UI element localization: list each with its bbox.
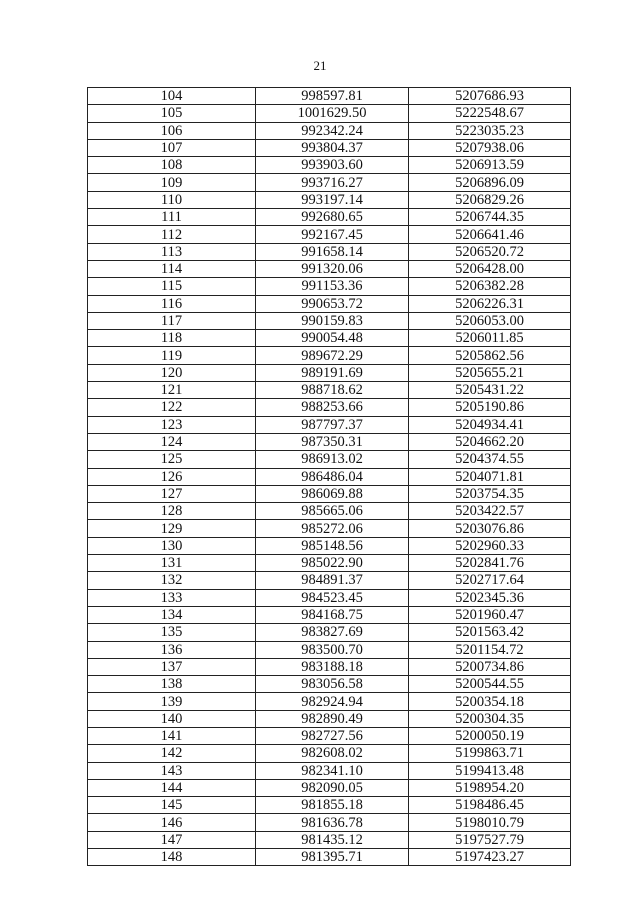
y-coordinate-cell: 5206428.00 [409, 260, 571, 277]
point-number-cell: 128 [88, 503, 256, 520]
x-coordinate-cell: 984168.75 [256, 606, 409, 623]
point-number-cell: 110 [88, 191, 256, 208]
x-coordinate-cell: 982608.02 [256, 745, 409, 762]
x-coordinate-cell: 984523.45 [256, 589, 409, 606]
table-row [88, 641, 571, 658]
y-coordinate-cell: 5200050.19 [409, 727, 571, 744]
x-coordinate-cell: 993197.14 [256, 191, 409, 208]
table-row [88, 209, 571, 226]
x-coordinate-cell: 991153.36 [256, 278, 409, 295]
table-row [88, 520, 571, 537]
point-number-cell: 141 [88, 727, 256, 744]
point-number-cell: 106 [88, 122, 256, 139]
point-number-cell: 132 [88, 572, 256, 589]
x-coordinate-cell: 992680.65 [256, 209, 409, 226]
y-coordinate-cell: 5223035.23 [409, 122, 571, 139]
y-coordinate-cell: 5205655.21 [409, 364, 571, 381]
x-coordinate-cell: 983188.18 [256, 658, 409, 675]
table-row [88, 105, 571, 122]
y-coordinate-cell: 5201154.72 [409, 641, 571, 658]
point-number-cell: 114 [88, 260, 256, 277]
table-row [88, 831, 571, 848]
point-number-cell: 129 [88, 520, 256, 537]
x-coordinate-cell: 990054.48 [256, 330, 409, 347]
point-number-cell: 111 [88, 209, 256, 226]
x-coordinate-cell: 990159.83 [256, 312, 409, 329]
table-row [88, 330, 571, 347]
x-coordinate-cell: 985022.90 [256, 555, 409, 572]
point-number-cell: 135 [88, 624, 256, 641]
y-coordinate-cell: 5202841.76 [409, 555, 571, 572]
x-coordinate-cell: 991320.06 [256, 260, 409, 277]
y-coordinate-cell: 5222548.67 [409, 105, 571, 122]
y-coordinate-cell: 5206744.35 [409, 209, 571, 226]
x-coordinate-cell: 987350.31 [256, 433, 409, 450]
table-row [88, 797, 571, 814]
point-number-cell: 142 [88, 745, 256, 762]
x-coordinate-cell: 984891.37 [256, 572, 409, 589]
point-number-cell: 113 [88, 243, 256, 260]
x-coordinate-cell: 982727.56 [256, 727, 409, 744]
coordinates-table-container [87, 87, 570, 866]
point-number-cell: 117 [88, 312, 256, 329]
point-number-cell: 140 [88, 710, 256, 727]
point-number-cell: 146 [88, 814, 256, 831]
x-coordinate-cell: 982924.94 [256, 693, 409, 710]
x-coordinate-cell: 981855.18 [256, 797, 409, 814]
y-coordinate-cell: 5204374.55 [409, 451, 571, 468]
y-coordinate-cell: 5203754.35 [409, 485, 571, 502]
table-row [88, 226, 571, 243]
point-number-cell: 125 [88, 451, 256, 468]
table-row [88, 745, 571, 762]
table-row [88, 278, 571, 295]
table-row [88, 849, 571, 866]
y-coordinate-cell: 5197423.27 [409, 849, 571, 866]
x-coordinate-cell: 993804.37 [256, 139, 409, 156]
x-coordinate-cell: 986069.88 [256, 485, 409, 502]
y-coordinate-cell: 5197527.79 [409, 831, 571, 848]
y-coordinate-cell: 5200354.18 [409, 693, 571, 710]
x-coordinate-cell: 986913.02 [256, 451, 409, 468]
point-number-cell: 118 [88, 330, 256, 347]
table-row [88, 433, 571, 450]
table-row [88, 676, 571, 693]
table-row [88, 295, 571, 312]
y-coordinate-cell: 5204934.41 [409, 416, 571, 433]
table-row [88, 779, 571, 796]
point-number-cell: 115 [88, 278, 256, 295]
x-coordinate-cell: 989191.69 [256, 364, 409, 381]
y-coordinate-cell: 5200544.55 [409, 676, 571, 693]
coordinates-table-body [88, 88, 571, 866]
y-coordinate-cell: 5202717.64 [409, 572, 571, 589]
x-coordinate-cell: 983827.69 [256, 624, 409, 641]
point-number-cell: 145 [88, 797, 256, 814]
table-row [88, 174, 571, 191]
x-coordinate-cell: 998597.81 [256, 88, 409, 105]
table-row [88, 157, 571, 174]
point-number-cell: 137 [88, 658, 256, 675]
point-number-cell: 144 [88, 779, 256, 796]
x-coordinate-cell: 990653.72 [256, 295, 409, 312]
y-coordinate-cell: 5198486.45 [409, 797, 571, 814]
table-row [88, 727, 571, 744]
table-row [88, 537, 571, 554]
point-number-cell: 147 [88, 831, 256, 848]
table-row [88, 485, 571, 502]
table-row [88, 693, 571, 710]
x-coordinate-cell: 993716.27 [256, 174, 409, 191]
point-number-cell: 108 [88, 157, 256, 174]
point-number-cell: 123 [88, 416, 256, 433]
point-number-cell: 121 [88, 382, 256, 399]
x-coordinate-cell: 981395.71 [256, 849, 409, 866]
point-number-cell: 133 [88, 589, 256, 606]
table-row [88, 399, 571, 416]
y-coordinate-cell: 5206226.31 [409, 295, 571, 312]
table-row [88, 243, 571, 260]
y-coordinate-cell: 5206382.28 [409, 278, 571, 295]
point-number-cell: 120 [88, 364, 256, 381]
point-number-cell: 130 [88, 537, 256, 554]
x-coordinate-cell: 986486.04 [256, 468, 409, 485]
point-number-cell: 138 [88, 676, 256, 693]
table-row [88, 312, 571, 329]
table-row [88, 710, 571, 727]
y-coordinate-cell: 5206520.72 [409, 243, 571, 260]
y-coordinate-cell: 5203422.57 [409, 503, 571, 520]
x-coordinate-cell: 985148.56 [256, 537, 409, 554]
table-row [88, 451, 571, 468]
x-coordinate-cell: 981636.78 [256, 814, 409, 831]
table-row [88, 624, 571, 641]
y-coordinate-cell: 5201960.47 [409, 606, 571, 623]
y-coordinate-cell: 5207938.06 [409, 139, 571, 156]
y-coordinate-cell: 5206011.85 [409, 330, 571, 347]
y-coordinate-cell: 5203076.86 [409, 520, 571, 537]
point-number-cell: 105 [88, 105, 256, 122]
table-row [88, 589, 571, 606]
point-number-cell: 122 [88, 399, 256, 416]
table-row [88, 382, 571, 399]
y-coordinate-cell: 5204071.81 [409, 468, 571, 485]
y-coordinate-cell: 5206641.46 [409, 226, 571, 243]
x-coordinate-cell: 988718.62 [256, 382, 409, 399]
x-coordinate-cell: 983056.58 [256, 676, 409, 693]
y-coordinate-cell: 5198010.79 [409, 814, 571, 831]
x-coordinate-cell: 991658.14 [256, 243, 409, 260]
y-coordinate-cell: 5206913.59 [409, 157, 571, 174]
point-number-cell: 116 [88, 295, 256, 312]
coordinates-table [87, 87, 571, 866]
x-coordinate-cell: 985665.06 [256, 503, 409, 520]
point-number-cell: 124 [88, 433, 256, 450]
table-row [88, 260, 571, 277]
y-coordinate-cell: 5198954.20 [409, 779, 571, 796]
point-number-cell: 104 [88, 88, 256, 105]
y-coordinate-cell: 5205431.22 [409, 382, 571, 399]
table-row [88, 503, 571, 520]
point-number-cell: 136 [88, 641, 256, 658]
y-coordinate-cell: 5205190.86 [409, 399, 571, 416]
x-coordinate-cell: 981435.12 [256, 831, 409, 848]
y-coordinate-cell: 5199413.48 [409, 762, 571, 779]
table-row [88, 191, 571, 208]
table-row [88, 658, 571, 675]
x-coordinate-cell: 992167.45 [256, 226, 409, 243]
table-row [88, 572, 571, 589]
point-number-cell: 134 [88, 606, 256, 623]
point-number-cell: 109 [88, 174, 256, 191]
point-number-cell: 127 [88, 485, 256, 502]
x-coordinate-cell: 987797.37 [256, 416, 409, 433]
table-row [88, 762, 571, 779]
y-coordinate-cell: 5206053.00 [409, 312, 571, 329]
table-row [88, 555, 571, 572]
x-coordinate-cell: 989672.29 [256, 347, 409, 364]
y-coordinate-cell: 5201563.42 [409, 624, 571, 641]
y-coordinate-cell: 5204662.20 [409, 433, 571, 450]
x-coordinate-cell: 982341.10 [256, 762, 409, 779]
page-number: 21 [313, 58, 327, 73]
point-number-cell: 119 [88, 347, 256, 364]
x-coordinate-cell: 993903.60 [256, 157, 409, 174]
y-coordinate-cell: 5199863.71 [409, 745, 571, 762]
x-coordinate-cell: 982090.05 [256, 779, 409, 796]
table-row [88, 814, 571, 831]
point-number-cell: 107 [88, 139, 256, 156]
table-row [88, 416, 571, 433]
x-coordinate-cell: 985272.06 [256, 520, 409, 537]
table-row [88, 88, 571, 105]
y-coordinate-cell: 5200304.35 [409, 710, 571, 727]
x-coordinate-cell: 992342.24 [256, 122, 409, 139]
point-number-cell: 126 [88, 468, 256, 485]
y-coordinate-cell: 5200734.86 [409, 658, 571, 675]
table-row [88, 139, 571, 156]
x-coordinate-cell: 1001629.50 [256, 105, 409, 122]
y-coordinate-cell: 5206829.26 [409, 191, 571, 208]
y-coordinate-cell: 5206896.09 [409, 174, 571, 191]
y-coordinate-cell: 5207686.93 [409, 88, 571, 105]
y-coordinate-cell: 5202960.33 [409, 537, 571, 554]
table-row [88, 606, 571, 623]
point-number-cell: 112 [88, 226, 256, 243]
point-number-cell: 143 [88, 762, 256, 779]
x-coordinate-cell: 983500.70 [256, 641, 409, 658]
table-row [88, 364, 571, 381]
table-row [88, 122, 571, 139]
point-number-cell: 148 [88, 849, 256, 866]
table-row [88, 347, 571, 364]
point-number-cell: 131 [88, 555, 256, 572]
y-coordinate-cell: 5202345.36 [409, 589, 571, 606]
x-coordinate-cell: 988253.66 [256, 399, 409, 416]
x-coordinate-cell: 982890.49 [256, 710, 409, 727]
table-row [88, 468, 571, 485]
point-number-cell: 139 [88, 693, 256, 710]
y-coordinate-cell: 5205862.56 [409, 347, 571, 364]
